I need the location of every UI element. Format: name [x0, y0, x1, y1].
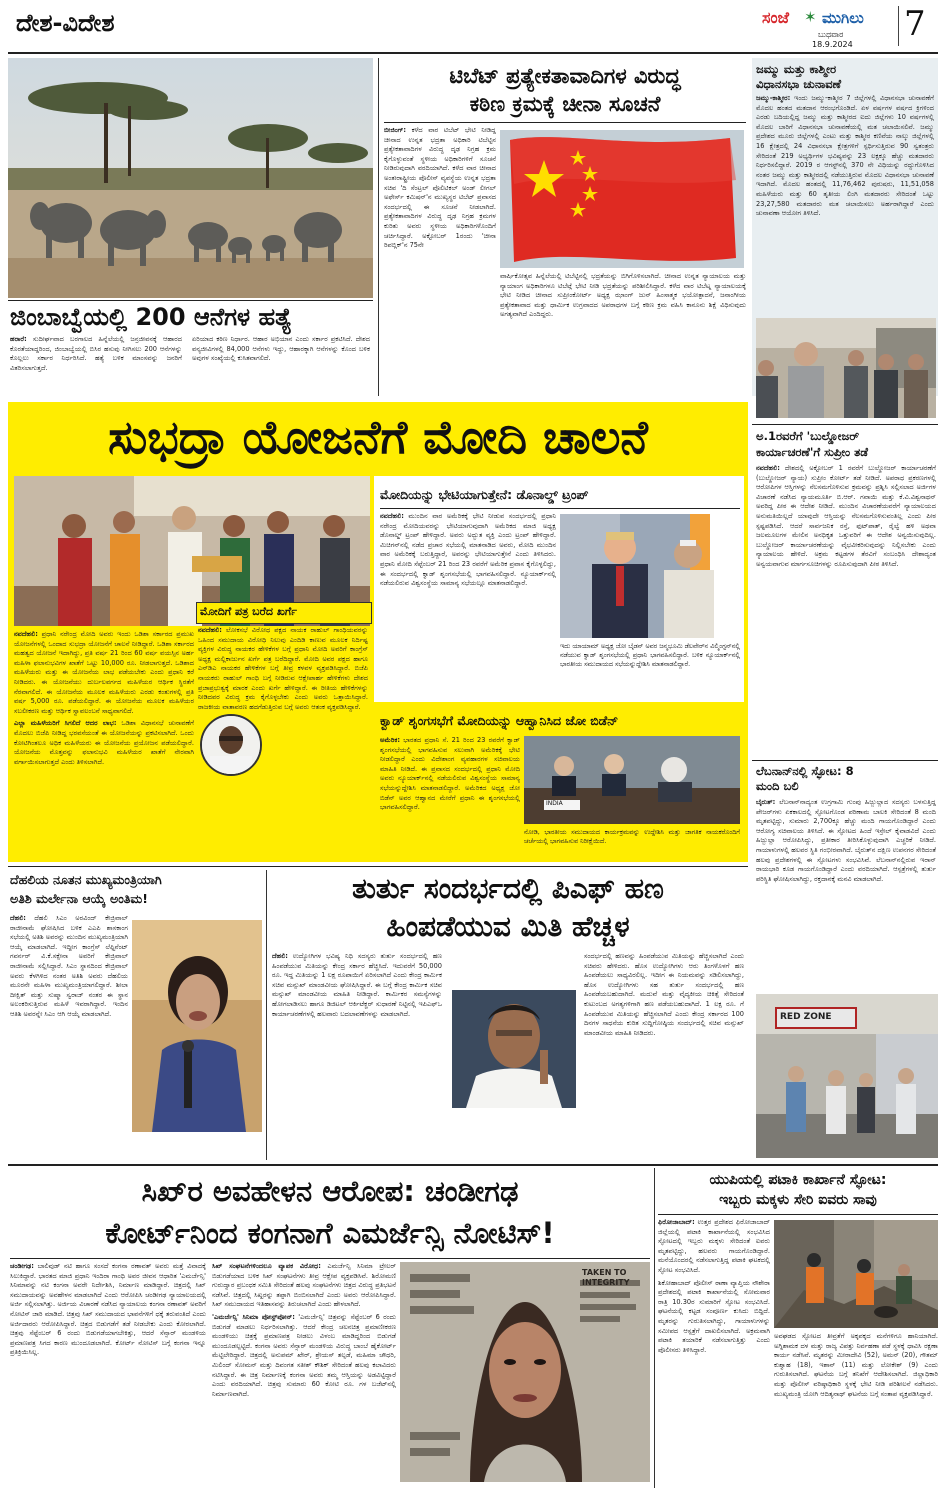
firecracker-headline-line2: ಇಬ್ಬರು ಮಕ್ಕಳು ಸೇರಿ ಐವರು ಸಾವು	[719, 1192, 877, 1208]
kashmir-headline-line1: ಜಮ್ಮು ಮತ್ತು ಕಾಶ್ಮೀರ	[756, 62, 837, 76]
kangana-text-1: ಬಾಲಿವುಡ್ ನಟಿ ಹಾಗೂ ಸಂಸದೆ ಕಂಗನಾ ರಣಾವತ್ ಅವರು ಮತ್ತೆ ವಿವಾದಕ್ಕೆ ಸಿಲುಕಿದ್ದಾರೆ. ಭಾರತದ ಮಾಜಿ ಪ್ರಧಾನಿ ಇಂದಿರಾ ಗಾಂಧಿ ಅವರ ಜೀವನ ಆಧಾರಿತ 'ಎಮರ್ಜೆನ್ಸಿ' ಸಿನಿಮಾವನ್ನು ನಟಿ ಕಂಗನಾ ಅವರೇ ನಿರ್ದೇಶಿಸಿ, ನಿರ್ಮಾಣ ಮಾಡಿದ್ದಾರೆ. ಚಿತ್ರದಲ್ಲಿ ಸಿಖ್ ಸಮುದಾಯವನ್ನು ಅವಹೇಳನ ಮಾಡಲಾಗಿದೆ ಎಂದು ಆರೋಪಿಸಿ ಚಂಡೀಗಢ ನ್ಯಾಯಾಲಯದಲ್ಲಿ ಅರ್ಜಿ ಸಲ್ಲಿಸಲಾಗಿತ್ತು. ಅರ್ಜಿಯ ವಿಚಾರಣೆ ನಡೆಸಿದ ನ್ಯಾಯಾಲಯ ಕಂಗನಾ ರಣಾವತ್ ಅವರಿಗೆ ನೋಟಿಸ್ ಜಾರಿ ಮಾಡಿದೆ. ಚಿತ್ರವು ಸಿಖ್ ಸಮುದಾಯದ ಭಾವನೆಗಳಿಗೆ ಧಕ್ಕೆ ತರುವಂತಿದೆ ಎಂದು ಅರ್ಜಿದಾರರು ಆರೋಪಿಸಿದ್ದಾರೆ. ಚಿತ್ರದ ಬಿಡುಗಡೆಗೆ ತಡೆ ನೀಡಬೇಕು ಎಂದು ಕೋರಲಾಗಿದೆ. ಚಿತ್ರವು ಸೆಪ್ಟೆಂಬರ್ 6 ರಂದು ಬಿಡುಗಡೆಯಾಗಬೇಕಿತ್ತು, ಆದರೆ ಸೆನ್ಸಾರ್ ಮಂಡಳಿಯ ಪ್ರಮಾಣಪತ್ರ ಸಿಗದ ಕಾರಣ ಮುಂದೂಡಲಾಗಿದೆ. ಕೋರ್ಟ್ ನೋಟಿಸ್ ಬಗ್ಗೆ ಕಂಗನಾ ಇನ್ನೂ ಪ್ರತಿಕ್ರಿಯಿಸಿಲ್ಲ.	[10, 1262, 206, 1357]
kangana-col2	[212, 1262, 396, 1486]
kangana-headline	[10, 1170, 650, 1254]
atishi-headline	[10, 870, 260, 908]
subhadra-subhead: ಎಲ್ಲಾ ಮಹಿಳೆಯರಿಗೆ ಸಿಗಲಿದೆ ಆದರ ಲಾಭ:	[14, 719, 117, 728]
kharge-dateline: ನವದೆಹಲಿ:	[198, 626, 222, 634]
lebanon-dateline: ಬೈರುತ್:	[756, 798, 776, 806]
bulldozer-dateline: ನವದೆಹಲಿ:	[756, 464, 780, 472]
subhadra-text: ಪ್ರಧಾನಿ ನರೇಂದ್ರ ಮೋದಿ ಅವರು ಇಂದು ಒಡಿಶಾ ಸರ್ಕಾರದ ಪ್ರಮುಖ ಯೋಜನೆಗಳಲ್ಲಿ ಒಂದಾದ ಸುಭದ್ರಾ ಯೋಜನೆಗೆ ಚಾಲನೆ ನೀಡಿದ್ದಾರೆ. ಒಡಿಶಾ ಸರ್ಕಾರದ ಮಹತ್ವದ ಯೋಜನೆ ಇದಾಗಿದ್ದು, ಪ್ರತಿ ವರ್ಷ 21 ರಿಂದ 60 ವರ್ಷ ವಯಸ್ಸಿನ ಅರ್ಹ ಮಹಿಳಾ ಫಲಾನುಭವಿಗಳ ಖಾತೆಗೆ ಒಟ್ಟು 10,000 ರೂ. ನೀಡಲಾಗುತ್ತದೆ. ಒಡಿಶಾದ ಮಹಿಳೆಯರು ಮತ್ತು ಈ ಯೋಜನೆಯ ಲಾಭ ಪಡೆಯಬೇಕು ಎಂದು ಪ್ರಧಾನಿ ಕರೆ ನೀಡಿದರು. ಈ ಯೋಜನೆಯು ದುರ್ಬಲವರ್ಗದ ಮಹಿಳೆಯರ ಆರ್ಥಿಕ ಸ್ಥಿರತೆಗೆ ನೆರವಾಗಲಿದೆ. ಈ ಯೋಜನೆಯ ಮೂಲಕ ಮಹಿಳೆಯರು ಎರಡು ಕಂತುಗಳಲ್ಲಿ ಪ್ರತಿ ವರ್ಷ 5,000 ರೂ. ಪಡೆಯಲಿದ್ದಾರೆ. ಈ ಯೋಜನೆಯ ಮೂಲಕ ಮಹಿಳೆಯರ ಸಬಲೀಕರಣ ಮತ್ತು ಆರ್ಥಿಕ ಸ್ವಾವಲಂಬನೆ ಸಾಧ್ಯವಾಗಲಿದೆ.	[14, 630, 194, 715]
subhadra-text-2: ಒಡಿಶಾ ವಿಧಾನಸಭೆ ಚುನಾವಣೆಗೆ ಮೊದಲು ಬಿಜೆಪಿ ನೀಡಿದ್ದ ಭರವಸೆಯಂತೆ ಈ ಯೋಜನೆಯನ್ನು ಪ್ರಕಟಿಸಲಾಗಿದೆ. ಒಂದು ಕೋಟಿಗಿಂತಲೂ ಅಧಿಕ ಮಹಿಳೆಯರು ಈ ಯೋಜನೆಯ ಪ್ರಯೋಜನ ಪಡೆಯಲಿದ್ದಾರೆ. ಯೋಜನೆಯ ಮೊತ್ತವನ್ನು ಫಲಾನುಭವಿ ಮಹಿಳೆಯರ ಖಾತೆಗೆ ನೇರವಾಗಿ ವರ್ಗಾಯಿಸಲಾಗುತ್ತದೆ ಎಂದು ತಿಳಿಸಲಾಗಿದೆ.	[14, 719, 194, 766]
tibet-col1	[384, 126, 496, 394]
brand-part2: ಮುಗಿಲು	[822, 9, 864, 27]
trump-text: ಮುಂದಿನ ವಾರ ಅಮೆರಿಕಕ್ಕೆ ಭೇಟಿ ನೀಡುವ ಸಂದರ್ಭದಲ್ಲಿ ಪ್ರಧಾನಿ ನರೇಂದ್ರ ಮೋದಿಯವರನ್ನು ಭೇಟಿಯಾಗುವುದಾಗಿ ಅಮೆರಿಕದ ಮಾಜಿ ಅಧ್ಯಕ್ಷ ಡೊನಾಲ್ಡ್ ಟ್ರಂಪ್ ಹೇಳಿದ್ದಾರೆ. ಅವರು ಅದ್ಭುತ ವ್ಯಕ್ತಿ ಎಂದು ಟ್ರಂಪ್ ಹೇಳಿದ್ದಾರೆ. ಮಿಚಿಗನ್‌ನಲ್ಲಿ ನಡೆದ ಪ್ರಚಾರ ಸಭೆಯಲ್ಲಿ ಮಾತನಾಡಿದ ಅವರು, ಮೋದಿ ಮುಂದಿನ ವಾರ ಅಮೆರಿಕಕ್ಕೆ ಬರುತ್ತಿದ್ದಾರೆ, ಅವರನ್ನು ಭೇಟಿಯಾಗುತ್ತೇನೆ ಎಂದು ತಿಳಿಸಿದರು. ಪ್ರಧಾನಿ ಮೋದಿ ಸೆಪ್ಟೆಂಬರ್ 21 ರಿಂದ 23 ರವರೆಗೆ ಅಮೆರಿಕ ಪ್ರವಾಸ ಕೈಗೊಳ್ಳಲಿದ್ದು, ಈ ಸಂದರ್ಭದಲ್ಲಿ ಕ್ವಾಡ್ ಶೃಂಗಸಭೆಯಲ್ಲಿ ಭಾಗವಹಿಸಲಿದ್ದಾರೆ. ನ್ಯೂಯಾರ್ಕ್‌ನಲ್ಲಿ ನಡೆಯಲಿರುವ ವಿಶ್ವಸಂಸ್ಥೆಯ ಸಾಮಾನ್ಯ ಸಭೆಯಲ್ಲೂ ಮಾತನಾಡಲಿದ್ದಾರೆ.	[380, 512, 556, 588]
red-zone-sign: RED ZONE	[780, 1012, 832, 1022]
subhadra-col1	[14, 630, 194, 858]
bulldozer-headline-line2: ಕಾರ್ಯಾಚರಣೆ'ಗೆ ಸುಪ್ರೀಂ ತಡೆ	[756, 445, 869, 459]
firecracker-headline	[658, 1170, 938, 1210]
kharge-headline: ಮೋದಿಗೆ ಪತ್ರ ಬರೆದ ಖರ್ಗೆ	[200, 605, 297, 618]
poster-text: TAKEN TO INTEGRITY	[582, 1268, 630, 1287]
biden-caption: ನೋಡಿ, ಭಾರತೀಯ ಸಮುದಾಯದ ಕಾರ್ಯಕ್ರಮವನ್ನು ಉದ್ದೇಶಿಸಿ ಮತ್ತು ಜಾಗತಿಕ ನಾಯಕರೊಂದಿಗೆ ಚರ್ಚೆಯಲ್ಲಿ ಭಾಗವಹಿಸುವ ನಿರೀಕ್ಷೆಯಿದೆ.	[524, 828, 740, 845]
trump-headline: ಮೋದಿಯನ್ನು ಭೇಟಿಯಾಗುತ್ತೇನೆ: ಡೊನಾಲ್ಡ್ ಟ್ರಂಪ್	[380, 487, 589, 502]
kangana-emergency-photo	[400, 1262, 650, 1482]
mandaviya-photo	[452, 990, 576, 1108]
pf-col2	[584, 952, 744, 1156]
pf-headline-line2: ಹಿಂಪಡೆಯುವ ಮಿತಿ ಹೆಚ್ಚಳ	[386, 910, 630, 943]
firecracker-dateline: ಫಿರೋಜಾಬಾದ್:	[658, 1218, 695, 1226]
zimbabwe-col1	[10, 335, 182, 395]
biden-dateline: ಅಮೆರಿಕ:	[380, 736, 400, 744]
india-placard: INDIA	[546, 800, 563, 807]
atishi-headline-line2: ಅತಿಶಿ ಮರ್ಲೇನಾ ಆಯ್ಕೆ ಅಂತಿಮ!	[10, 891, 149, 906]
kangana-dateline: ಚಂಡೀಗಢ:	[10, 1262, 34, 1270]
lebanon-text: ಲೆಬನಾನ್‌ನಾದ್ಯಂತ ಉಗ್ರಗಾಮಿ ಗುಂಪು ಹಿಜ್ಬುಲ್ಲಾದ ಸದಸ್ಯರು ಬಳಸುತ್ತಿದ್ದ ಪೇಜರ್‌ಗಳು ಏಕಕಾಲದಲ್ಲಿ ಸ್ಫೋಟಗೊಂಡ ಪರಿಣಾಮ ಬಾಲಕಿ ಸೇರಿದಂತೆ 8 ಮಂದಿ ಮೃತಪಟ್ಟಿದ್ದು, ಸುಮಾರು 2,700ಕ್ಕೂ ಹೆಚ್ಚು ಮಂದಿ ಗಾಯಗೊಂಡಿದ್ದಾರೆ ಎಂದು ಆರೋಗ್ಯ ಸಚಿವಾಲಯ ತಿಳಿಸಿದೆ. ಈ ಸ್ಫೋಟದ ಹಿಂದೆ ಇಸ್ರೇಲ್ ಕೈವಾಡವಿದೆ ಎಂದು ಹಿಜ್ಬುಲ್ಲಾ ಆರೋಪಿಸಿದ್ದು, ಪ್ರತೀಕಾರ ತೀರಿಸಿಕೊಳ್ಳುವುದಾಗಿ ಎಚ್ಚರಿಕೆ ನೀಡಿದೆ. ಗಾಯಾಳುಗಳಲ್ಲಿ ಹಲವರ ಸ್ಥಿತಿ ಗಂಭೀರವಾಗಿದೆ. ಬೈರುತ್‌ನ ದಕ್ಷಿಣ ಉಪನಗರ ಸೇರಿದಂತೆ ಹಲವು ಪ್ರದೇಶಗಳಲ್ಲಿ ಈ ಸ್ಫೋಟಗಳು ಸಂಭವಿಸಿವೆ. ಲೆಬನಾನ್‌ನಲ್ಲಿರುವ ಇರಾನ್ ರಾಯಭಾರಿ ಕೂಡ ಗಾಯಗೊಂಡಿದ್ದಾರೆ ಎಂದು ವರದಿಯಾಗಿದೆ. ಆಸ್ಪತ್ರೆಗಳಲ್ಲಿ ತುರ್ತು ಪರಿಸ್ಥಿತಿ ಘೋಷಿಸಲಾಗಿದ್ದು, ರಕ್ತದಾನಕ್ಕೆ ಮನವಿ ಮಾಡಲಾಗಿದೆ.	[756, 798, 936, 883]
trump-body	[380, 512, 556, 698]
firecracker-text-right: ಅವಘಡದ ಸ್ಫೋಟದ ತೀವ್ರತೆಗೆ ಅಕ್ಕಪಕ್ಕದ ಮನೆಗಳಿಗೂ ಹಾನಿಯಾಗಿದೆ. ಅಗ್ನಿಶಾಮಕ ದಳ ಮತ್ತು ರಾಜ್ಯ ವಿಪತ್ತು ನಿರ್ವಹಣಾ ಪಡೆ ಸ್ಥಳಕ್ಕೆ ಧಾವಿಸಿ ರಕ್ಷಣಾ ಕಾರ್ಯ ನಡೆಸಿವೆ. ಮೃತರನ್ನು ಮೀರಾದೇವಿ (52), ಅಮನ್ (20), ಗೌತಮ್ ಕುಶ್ವಾಹ (18), ಇಶಾನ್ (11) ಮತ್ತು ಲೋಕೇಶ್ (9) ಎಂದು ಗುರುತಿಸಲಾಗಿದೆ. ಘಟನೆಯ ಬಗ್ಗೆ ತನಿಖೆಗೆ ಆದೇಶಿಸಲಾಗಿದೆ. ಜಿಲ್ಲಾಧಿಕಾರಿ ಮತ್ತು ಪೊಲೀಸ್ ವರಿಷ್ಠಾಧಿಕಾರಿ ಸ್ಥಳಕ್ಕೆ ಭೇಟಿ ನೀಡಿ ಪರಿಶೀಲನೆ ನಡೆಸಿದರು. ಮುಖ್ಯಮಂತ್ರಿ ಯೋಗಿ ಆದಿತ್ಯನಾಥ್ ಘಟನೆಯ ಬಗ್ಗೆ ಸಂತಾಪ ವ್ಯಕ್ತಪಡಿಸಿದ್ದಾರೆ.	[774, 1332, 938, 1398]
atishi-headline-line1: ದೆಹಲಿಯ ನೂತನ ಮುಖ್ಯಮಂತ್ರಿಯಾಗಿ	[10, 872, 162, 887]
quad-meeting-photo	[524, 736, 740, 824]
tibet-col2	[500, 272, 746, 394]
biden-headline: ಕ್ವಾಡ್ ಶೃಂಗಸಭೆಗೆ ಮೋದಿಯನ್ನು ಆಹ್ವಾನಿಸಿದ ಜೋ ಬಿಡೆನ್	[380, 713, 619, 728]
pf-headline-line1: ತುರ್ತು ಸಂದರ್ಭದಲ್ಲಿ ಪಿಎಫ್ ಹಣ	[352, 872, 664, 905]
brand-part1: ಸಂಜೆ	[762, 8, 789, 27]
kashmir-headline	[756, 62, 936, 92]
kangana-text-2: ಎಮರ್ಜೆನ್ಸಿ ಸಿನಿಮಾ ಟ್ರೇಲರ್ ಬಿಡುಗಡೆಯಾದ ಬಳಿಕ ಸಿಖ್ ಸಂಘಟನೆಗಳು ತೀವ್ರ ಆಕ್ಷೇಪ ವ್ಯಕ್ತಪಡಿಸಿವೆ. ಶಿರೋಮಣಿ ಗುರುದ್ವಾರ ಪ್ರಬಂಧಕ ಸಮಿತಿ ಸೇರಿದಂತೆ ಹಲವು ಸಂಘಟನೆಗಳು ಚಿತ್ರದ ವಿರುದ್ಧ ಪ್ರತಿಭಟನೆ ನಡೆಸಿವೆ. ಚಿತ್ರದಲ್ಲಿ ಸಿಖ್ಖರನ್ನು ತಪ್ಪಾಗಿ ಬಿಂಬಿಸಲಾಗಿದೆ ಎಂದು ಅವರು ಆರೋಪಿಸಿದ್ದಾರೆ. ಸಿಖ್ ಸಮುದಾಯದ ಇತಿಹಾಸವನ್ನು ತಿರುಚಲಾಗಿದೆ ಎಂದು ಹೇಳಲಾಗಿದೆ.	[212, 1262, 396, 1309]
biden-text: ಭಾರತದ ಪ್ರಧಾನಿ ಸೆ. 21 ರಿಂದ 23 ರವರೆಗೆ ಕ್ವಾಡ್ ಶೃಂಗಸಭೆಯಲ್ಲಿ ಭಾಗವಹಿಸುವ ಸಲುವಾಗಿ ಅಮೆರಿಕಕ್ಕೆ ಭೇಟಿ ನೀಡಲಿದ್ದಾರೆ ಎಂದು ವಿದೇಶಾಂಗ ವ್ಯವಹಾರಗಳ ಸಚಿವಾಲಯ ಮಾಹಿತಿ ನೀಡಿದೆ. ಈ ಪ್ರವಾಸದ ಸಂದರ್ಭದಲ್ಲಿ ಪ್ರಧಾನಿ ಮೋದಿ ಅವರು ನ್ಯೂಯಾರ್ಕ್‌ನಲ್ಲಿ ನಡೆಯಲಿರುವ ವಿಶ್ವಸಂಸ್ಥೆಯ ಸಾಮಾನ್ಯ ಸಭೆಯನ್ನುದ್ದೇಶಿಸಿ ಮಾತನಾಡಲಿದ್ದಾರೆ. ಅಮೆರಿಕದ ಅಧ್ಯಕ್ಷ ಜೋ ಬಿಡೆನ್ ಅವರ ಆಹ್ವಾನದ ಮೇರೆಗೆ ಪ್ರಧಾನಿ ಈ ಶೃಂಗಸಭೆಯಲ್ಲಿ ಭಾಗವಹಿಸಲಿದ್ದಾರೆ.	[380, 736, 520, 812]
lebanon-headline	[756, 764, 936, 794]
firecracker-rescue-photo	[774, 1220, 938, 1328]
firecracker-col2	[774, 1332, 938, 1486]
firecracker-col1	[658, 1218, 770, 1486]
masthead	[748, 6, 908, 50]
atishi-photo	[132, 920, 262, 1132]
kashmir-body	[756, 94, 934, 316]
tibet-text-1: ಕಳೆದ ವಾರ ಟಿಬೆಟ್ ಭೇಟಿ ನೀಡಿದ್ದ ಚೀನಾದ ಉನ್ನತ ಭದ್ರತಾ ಅಧಿಕಾರಿ ಟಿಬೆಟ್ಟಿನ ಪ್ರತ್ಯೇಕತಾವಾದಿಗಳ ವಿರುದ್ಧ ದೃಢ ನಿಗ್ರಹ ಕ್ರಮ ಕೈಗೊಳ್ಳುವಂತೆ ಸ್ಥಳೀಯ ಅಧಿಕಾರಿಗಳಿಗೆ ಸೂಚನೆ ನೀಡಿರುವುದಾಗಿ ವರದಿಯಾಗಿದೆ. ಕಳೆದ ವಾರ ಚೀನಾದ ಅಂತಃರಾಷ್ಟ್ರೀಯ ಪೊಲೀಸ್ ವ್ಯವಸ್ಥೆಯ ಉನ್ನತ ಭದ್ರತಾ ಸಚಿವ 'ದಿ ಸೆಂಟ್ರಲ್ ಪೊಲಿಟಿಕಲ್ ಅಂಡ್ ಲೀಗಲ್ ಅಫೇರ್ಸ್ ಕಮಿಷನ್'ನ ಮುಖ್ಯಸ್ಥರ ಟಿಬೆಟ್ ಪ್ರವಾಸದ ಸಂದರ್ಭದಲ್ಲಿ ಈ ಸೂಚನೆ ನೀಡಲಾಗಿದೆ. ಪ್ರತ್ಯೇಕತಾವಾದಿಗಳ ವಿರುದ್ಧ ದೃಢ ನಿಗ್ರಹ ಕ್ರಮಗಳ ಕುರಿತು ಅವರು ಸ್ಥಳೀಯ ಅಧಿಕಾರಿಗಳೊಂದಿಗೆ ಚರ್ಚಿಸಿದ್ದಾರೆ. ಅಕ್ಟೋಬರ್ 1ರಂದು 'ಚೀನಾ ರಿಪಬ್ಲಿಕ್'ನ 75ನೇ	[384, 126, 496, 250]
atishi-dateline: ದೆಹಲಿ:	[10, 914, 26, 922]
tibet-text-2: ವಾರ್ಷಿಕೋತ್ಸವ ಹಿನ್ನೆಲೆಯಲ್ಲಿ ಟಿಬೆಟ್ಟಿನಲ್ಲಿ ಭದ್ರತೆಯನ್ನು ಬಿಗಿಗೊಳಿಸಲಾಗಿದೆ. ಚೀನಾದ ಉನ್ನತ ನ್ಯಾಯಾಲಯ ಮತ್ತು ನ್ಯಾಯಾಂಗ ಅಧಿಕಾರಿಗಳೂ ಟಿಬೆಟ್ಗೆ ಭೇಟಿ ನೀಡಿ ಭದ್ರತೆಯನ್ನು ಪರಿಶೀಲಿಸಿದ್ದಾರೆ. ಕಳೆದ ವಾರ ಟಿಬೆಟ್ನ ನ್ಯಾಯಾಲಯಕ್ಕೆ ಭೇಟಿ ನೀಡಿದ ಚೀನಾದ ಸುಪ್ರೀಂಕೋರ್ಟ್ ಅಧ್ಯಕ್ಷ ಝಾಂಗ್ ಜುನ್ ಹಿಂಸಾತ್ಮಕ ಭಯೋತ್ಪಾದನೆ, ಜನಾಂಗೀಯ ಪ್ರತ್ಯೇಕತಾವಾದ ಮತ್ತು ಧಾರ್ಮಿಕ ಉಗ್ರವಾದದ ಅಪರಾಧಗಳ ಬಗ್ಗೆ ಕಠಿಣ ಕ್ರಮ ವಹಿಸಿ ಕಾನೂನು ಶಿಕ್ಷೆ ವಿಧಿಸುವುದು ಅಗತ್ಯವಾಗಿದೆ ಎಂದಿದ್ದರು.	[500, 272, 746, 319]
kangana-col1	[10, 1262, 206, 1486]
bulldozer-text: ದೇಶದಲ್ಲಿ ಅಕ್ಟೋಬರ್ 1 ರವರೆಗೆ ಬುಲ್ಡೋಜರ್ ಕಾರ್ಯಾಚರಣೆಗೆ (ಬುಲ್ಡೋಜರ್ ನ್ಯಾಯ) ಸುಪ್ರೀಂ ಕೋರ್ಟ್ ತಡೆ ನೀಡಿದೆ. ಅಪರಾಧ ಪ್ರಕರಣಗಳಲ್ಲಿ ಆರೋಪಿಗಳ ಆಸ್ತಿಗಳನ್ನು ನೆಲಸಮಗೊಳಿಸುವ ಕ್ರಮವನ್ನು ಪ್ರಶ್ನಿಸಿ ಸಲ್ಲಿಸಲಾದ ಅರ್ಜಿಗಳ ವಿಚಾರಣೆ ನಡೆಸಿದ ನ್ಯಾಯಮೂರ್ತಿ ಬಿ.ಆರ್. ಗವಾಯಿ ಮತ್ತು ಕೆ.ವಿ.ವಿಶ್ವನಾಥನ್ ಅವರಿದ್ದ ಪೀಠ ಈ ಆದೇಶ ನೀಡಿದೆ. ಮುಂದಿನ ವಿಚಾರಣೆಯವರೆಗೆ ನ್ಯಾಯಾಲಯದ ಅನುಮತಿಯಿಲ್ಲದೆ ಯಾವುದೇ ಆಸ್ತಿಯನ್ನು ನೆಲಸಮಗೊಳಿಸುವಂತಿಲ್ಲ ಎಂದು ಪೀಠ ಸ್ಪಷ್ಟಪಡಿಸಿದೆ. ಆದರೆ ಸಾರ್ವಜನಿಕ ರಸ್ತೆ, ಫುಟ್‌ಪಾತ್, ರೈಲ್ವೆ ಹಳಿ ಅಥವಾ ಜಲಮೂಲಗಳ ಮೇಲಿನ ಅನಧಿಕೃತ ಒತ್ತುವರಿಗೆ ಈ ಆದೇಶ ಅನ್ವಯಿಸುವುದಿಲ್ಲ. ಬುಲ್ಡೋಜರ್ ಕಾರ್ಯಾಚರಣೆಯನ್ನು ವೈಭವೀಕರಿಸುವುದನ್ನು ನಿಲ್ಲಿಸಬೇಕು ಎಂದು ನ್ಯಾಯಾಲಯ ಹೇಳಿದೆ. ಅಕ್ರಮ ಕಟ್ಟಡಗಳ ತೆರವಿಗೆ ಸಂಬಂಧಿಸಿ ದೇಶಾದ್ಯಂತ ಅನ್ವಯವಾಗುವ ಮಾರ್ಗಸೂಚಿಗಳನ್ನು ರೂಪಿಸುವುದಾಗಿ ಪೀಠ ತಿಳಿಸಿದೆ.	[756, 464, 936, 568]
tibet-headline-line2: ಕಠಿಣ ಕ್ರಮಕ್ಕೆ ಚೀನಾ ಸೂಚನೆ	[469, 92, 661, 116]
kashmir-voters-photo	[756, 318, 936, 418]
date: 18.9.2024	[812, 40, 853, 49]
pf-dateline: ದೆಹಲಿ:	[272, 952, 288, 960]
lebanon-body	[756, 798, 936, 990]
firecracker-text-top: ಉತ್ತರ ಪ್ರದೇಶದ ಫಿರೋಜಾಬಾದ್ ಜಿಲ್ಲೆಯಲ್ಲಿ ಪಟಾಕಿ ಕಾರ್ಖಾನೆಯಲ್ಲಿ ಸಂಭವಿಸಿದ ಸ್ಫೋಟದಲ್ಲಿ ಇಬ್ಬರು ಮಕ್ಕಳು ಸೇರಿದಂತೆ ಐವರು ಮೃತಪಟ್ಟಿದ್ದು, ಹಲವರು ಗಾಯಗೊಂಡಿದ್ದಾರೆ. ಮನೆಯೊಂದರಲ್ಲಿ ನಡೆಸಲಾಗುತ್ತಿದ್ದ ಪಟಾಕಿ ಘಟಕದಲ್ಲಿ ಸ್ಫೋಟ ಸಂಭವಿಸಿದೆ.	[658, 1218, 770, 1274]
china-flag-photo	[500, 130, 744, 268]
trump-modi-photo	[560, 514, 740, 638]
kashmir-headline-line2: ವಿಧಾನಸಭಾ ಚುನಾವಣೆ	[756, 77, 842, 91]
zimbabwe-text-1: ಸುದೀರ್ಘವಾದ ಬರಗಾಲದ ಹಿನ್ನೆಲೆಯಲ್ಲಿ ಜನ್ರಜೀವನಕ್ಕೆ ಆಹಾರದ ಕೊರತೆಯಾದ್ದರಿಂದ, ಜಿಂಬಾಬ್ವೆಯಲ್ಲಿ ಬಿಸಿರ ಹಸುವು ನೀಗಿಸಲು 200 ಆನೆಗಳನ್ನು ಕೊಲ್ಲಲು ಸರ್ಕಾರ ನಿರ್ಧರಿಸಿದೆ. ಹತ್ಯೆ ಬಳಿಕ ಮಾಂಸವನ್ನು ಜನರಿಗೆ ವಿತರಿಸಲಾಗುತ್ತದೆ.	[10, 335, 182, 372]
zimbabwe-text-2: ಏರಿಯಾದ ಕಠಿಣ ನಿರ್ಧಾರ. ಆಹಾರ ಅಭಿಯಾನ ಎಂದು ಸರ್ಕಾರ ಪ್ರಕಟಿಸಿದೆ. ದೇಶದ ವನ್ಯಜೀವಿಗಳಲ್ಲಿ 84,000 ಆನೆಗಳು ಇದ್ದು, ಆಹಾರಕ್ಕಾಗಿ ಆನೆಗಳನ್ನು ಕೊಂದ ಬಳಿಕ ಅವುಗಳ ಸಂಖ್ಯೆಯಲ್ಲಿ ಕುಸಿತವಾಗಲಿದೆ.	[192, 335, 370, 363]
tibet-dateline: ಬೀಜಿಂಗ್:	[384, 126, 407, 134]
palm-icon: ✶	[804, 8, 817, 26]
kharge-text: ಲೋಕಸಭೆ ವಿರೋಧ ಪಕ್ಷದ ನಾಯಕ ರಾಹುಲ್ ಗಾಂಧಿಯವರನ್ನು ಒಹಿಂದ ಸಮುದಾಯ ವಿರೋಧಿ ನಿಲುವು ಎಂದಿಡಿ ಕಾಣುವ ಮೂಲಕ ನಿರ್ದಿಷ್ಟ ವ್ಯಕ್ತಿಗಳ ವಿರುದ್ಧ ನಾಯಕರ ಹೇಳಿಕೆಗಳ ಬಗ್ಗೆ ಪ್ರಧಾನಿ ಮೋದಿ ಅವರಿಗೆ ಕಾಂಗ್ರೆಸ್ ಅಧ್ಯಕ್ಷ ಮಲ್ಲಿಕಾರ್ಜುನ ಖರ್ಗೆ ಪತ್ರ ಬರೆದಿದ್ದಾರೆ. ಮೋದಿ ಅವರ ಪಕ್ಷದ ಹಾಗೂ ಎನ್‌ಡಿಎ ನಾಯಕರ ಹೇಳಿಕೆಗಳ ಬಗ್ಗೆ ತೀವ್ರ ಕಳವಳ ವ್ಯಕ್ತಪಡಿಸಿದ್ದಾರೆ. ಬಿಜೆಪಿ ನಾಯಕರು ರಾಹುಲ್ ಗಾಂಧಿ ಬಗ್ಗೆ ನೀಡಿರುವ ಆಕ್ಷೇಪಾರ್ಹ ಹೇಳಿಕೆಗಳು ದೇಶದ ಪ್ರಜಾಪ್ರಭುತ್ವಕ್ಕೆ ಮಾರಕ ಎಂದು ಖರ್ಗೆ ಹೇಳಿದ್ದಾರೆ. ಈ ರೀತಿಯ ಹೇಳಿಕೆಗಳನ್ನು ನೀಡಿದವರ ವಿರುದ್ಧ ಕ್ರಮ ಕೈಗೊಳ್ಳಬೇಕು ಎಂದು ಅವರು ಒತ್ತಾಯಿಸಿದ್ದಾರೆ. ರಾಜಕೀಯ ವಾತಾವರಣ ಹದಗೆಡುತ್ತಿರುವ ಬಗ್ಗೆ ಅವರು ಆತಂಕ ವ್ಯಕ್ತಪಡಿಸಿದ್ದಾರೆ.	[198, 626, 368, 711]
bulldozer-body	[756, 464, 936, 754]
elephants-photo	[8, 58, 373, 298]
lebanon-headline-line2: ಮಂದಿ ಬಲಿ	[756, 779, 799, 793]
page-number: 7	[904, 4, 926, 44]
firecracker-headline-line1: ಯುಪಿಯಲ್ಲಿ ಪಟಾಕಿ ಕಾರ್ಖಾನೆ ಸ್ಫೋಟ:	[709, 1172, 887, 1188]
biden-body	[380, 736, 520, 858]
kangana-headline-line2: ಕೋರ್ಟ್‌ನಿಂದ ಕಂಗನಾಗೆ ಎಮರ್ಜೆನ್ಸಿ ನೋಟಿಸ್!	[105, 1216, 555, 1250]
kangana-subhead-2: 'ಎಮರ್ಜೆನ್ಸಿ' ಸಿನಿಮಾ ಪೋಸ್ಟ್‌ಪೋನ್:	[212, 1312, 295, 1321]
bulldozer-headline	[756, 428, 936, 460]
tibet-headline-line1: ಟಿಬೆಟ್ ಪ್ರತ್ಯೇಕತಾವಾದಿಗಳ ವಿರುದ್ಧ	[449, 64, 681, 88]
lebanon-hospital-photo	[756, 994, 938, 1158]
subhadra-dateline: ನವದೆಹಲಿ:	[14, 630, 38, 638]
zimbabwe-headline: ಜಿಂಬಾಬ್ವೆಯಲ್ಲಿ 200 ಆನೆಗಳ ಹತ್ಯೆ	[10, 303, 293, 331]
atishi-text: ದೆಹಲಿ ಸಿಎಂ ಅರವಿಂದ್ ಕೇಜ್ರಿವಾಲ್ ರಾಜೀನಾಮೆ ಘೋಷಿಸಿದ ಬಳಿಕ ಎಎಪಿ ಶಾಸಕಾಂಗ ಸಭೆಯಲ್ಲಿ ಅತಿಶಿ ಅವರನ್ನು ಮುಂದಿನ ಮುಖ್ಯಮಂತ್ರಿಯಾಗಿ ಆಯ್ಕೆ ಮಾಡಲಾಗಿದೆ. ಇದ್ದೀಗ ಕಾಂಗ್ರೆಸ್ ಲೆಫ್ಟಿನೆಂಟ್ ಗವರ್ನರ್ ವಿ.ಕೆ.ಸಕ್ಸೇನಾ ಅವರಿಗೆ ಕೇಜ್ರಿವಾಲ್ ರಾಜೀನಾಮೆ ಸಲ್ಲಿಸಿದ್ದಾರೆ. ಸಿಎಂ ಸ್ಥಾನದಿಂದ ಕೇಜ್ರಿವಾಲ್ ಅವರು ಕೆಳಗಿಳಿದ ನಂತರ ಅತಿಶಿ ಅವರು ದೆಹಲಿಯ ಮೂರನೇ ಮಹಿಳಾ ಮುಖ್ಯಮಂತ್ರಿಯಾಗಲಿದ್ದಾರೆ. ಶೀಲಾ ದೀಕ್ಷಿತ್ ಮತ್ತು ಸುಷ್ಮಾ ಸ್ವರಾಜ್ ನಂತರ ಈ ಸ್ಥಾನ ಅಲಂಕರಿಸುತ್ತಿರುವ ಮಹಿಳೆ ಇವರಾಗಿದ್ದಾರೆ. ಇಂದಿನ ಆತಿಶಿ ಅವರನ್ನೇ ಸಿಎಂ ಆಗಿ ಆಯ್ಕೆ ಮಾಡಲಾಗಿದೆ.	[10, 914, 128, 1018]
lebanon-headline-line1: ಲೆಬನಾನ್‌ನಲ್ಲಿ ಸ್ಫೋಟ: 8	[756, 764, 854, 778]
weekday: ಬುಧವಾರ	[818, 30, 844, 39]
pf-text-1: ಉದ್ಯೋಗಿಗಳ ಭವಿಷ್ಯ ನಿಧಿ ಸದಸ್ಯರು ತುರ್ತು ಸಂದರ್ಭದಲ್ಲಿ ಹಣ ಹಿಂಪಡೆಯುವ ಮಿತಿಯನ್ನು ಕೇಂದ್ರ ಸರ್ಕಾರ ಹೆಚ್ಚಿಸಿದೆ. ಇದುವರೆಗೆ 50,000 ರೂ. ಇದ್ದ ಮಿತಿಯನ್ನು 1 ಲಕ್ಷ ರೂಪಾಯಿಗೆ ಏರಿಸಲಾಗಿದೆ ಎಂದು ಕೇಂದ್ರ ಕಾರ್ಮಿಕ ಸಚಿವ ಮನ್ಸುಖ್ ಮಾಂಡವೀಯ ಘೋಷಿಸಿದ್ದಾರೆ. ಈ ಬಗ್ಗೆ ಕೇಂದ್ರ ಕಾರ್ಮಿಕ ಸಚಿವ ಮನ್ಸುಖ್ ಮಾಂಡವೀಯ ಮಾಹಿತಿ ನೀಡಿದ್ದಾರೆ. ಕಾರ್ಮಿಕರ ಸಮಸ್ಯೆಗಳನ್ನು ಹೋಗಲಾಡಿಸಲು ಹಾಗೂ ಡಿಜಿಟಲ್ ಆರ್ಕಿಟೆಕ್ಚರ್ ಸುಧಾರಣೆ ನಿಟ್ಟಿನಲ್ಲಿ ಇಪಿಎಫ್‌ಒ ಕಾರ್ಯಾಚರಣೆಗಳಲ್ಲಿ ಹಲವಾರು ಬದಲಾವಣೆಗಳನ್ನು ಮಾಡಲಾಗಿದೆ.	[272, 952, 442, 1018]
trump-dateline: ನವದೆಹಲಿ:	[380, 512, 404, 520]
kangana-text-3: 'ಎಮರ್ಜೆನ್ಸಿ' ಚಿತ್ರವನ್ನು ಸೆಪ್ಟೆಂಬರ್ 6 ರಂದು ಬಿಡುಗಡೆ ಮಾಡಲು ನಿರ್ಧರಿಸಲಾಗಿತ್ತು. ಆದರೆ ಕೇಂದ್ರ ಚಲನಚಿತ್ರ ಪ್ರಮಾಣೀಕರಣ ಮಂಡಳಿಯು ಚಿತ್ರಕ್ಕೆ ಪ್ರಮಾಣಪತ್ರ ನೀಡಲು ವಿಳಂಬ ಮಾಡಿದ್ದರಿಂದ ಬಿಡುಗಡೆ ಮುಂದೂಡಲ್ಪಟ್ಟಿದೆ. ಕಂಗನಾ ಅವರು ಸೆನ್ಸಾರ್ ಮಂಡಳಿಯ ವಿರುದ್ಧ ಬಾಂಬೆ ಹೈಕೋರ್ಟ್ ಮೆಟ್ಟಿಲೇರಿದ್ದಾರೆ. ಚಿತ್ರದಲ್ಲಿ ಅನುಪಮ್ ಖೇರ್, ಶ್ರೇಯಸ್ ತಲ್ಪಡೆ, ಮಹಿಮಾ ಚೌಧರಿ, ಮಿಲಿಂದ್ ಸೋಮನ್ ಮತ್ತು ದಿವಂಗತ ಸತೀಶ್ ಕೌಶಿಕ್ ಸೇರಿದಂತೆ ಹಲವು ಕಲಾವಿದರು ನಟಿಸಿದ್ದಾರೆ. ಈ ಚಿತ್ರ ನಿರ್ಮಾಣಕ್ಕೆ ಕಂಗನಾ ಅವರು ತಮ್ಮ ಆಸ್ತಿಯನ್ನು ಅಡವಿಟ್ಟಿದ್ದಾರೆ ಎಂದು ವರದಿಯಾಗಿದೆ. ಚಿತ್ರವು ಸುಮಾರು 60 ಕೋಟಿ ರೂ. ಗಳ ಬಜೆಟ್‌ನಲ್ಲಿ ನಿರ್ಮಾಣವಾಗಿದೆ.	[212, 1312, 396, 1398]
zimbabwe-col2	[192, 335, 370, 395]
zimbabwe-dateline: ಹರಾರೆ:	[10, 335, 27, 343]
kangana-subhead: ಸಿಖ್ ಸಂಘಟನೆಗಳಿಂದಲೂ ವ್ಯಾಪಕ ವಿರೋಧ:	[212, 1262, 321, 1270]
pf-text-2: ಸಂದರ್ಭದಲ್ಲಿ ಹಣವನ್ನು ಹಿಂಪಡೆಯುವ ಮಿತಿಯನ್ನು ಹೆಚ್ಚಿಸಲಾಗಿದೆ ಎಂದು ಸಚಿವರು ಹೇಳಿದರು. ಹೊಸ ಉದ್ಯೋಗಿಗಳು ಆರು ತಿಂಗಳೊಳಗೆ ಹಣ ಹಿಂಪಡೆಯಲು ಸಾಧ್ಯವಿರಲಿಲ್ಲ. ಇದೀಗ ಈ ನಿಯಮವನ್ನು ಸಡಿಲಿಸಲಾಗಿದ್ದು, ಹೊಸ ಉದ್ಯೋಗಿಗಳು ಸಹ ತುರ್ತು ಸಂದರ್ಭದಲ್ಲಿ ಹಣ ಹಿಂಪಡೆಯಬಹುದಾಗಿದೆ. ಮದುವೆ ಮತ್ತು ವೈದ್ಯಕೀಯ ಚಿಕಿತ್ಸೆ ಸೇರಿದಂತೆ ಕುಟುಂಬದ ಅಗತ್ಯಗಳಿಗಾಗಿ ಹಣ ಪಡೆಯಬಹುದಾಗಿದೆ. 1 ಲಕ್ಷ ರೂ. ಗೆ ಹಿಂಪಡೆಯುವ ಮಿತಿಯನ್ನು ಹೆಚ್ಚಿಸಲಾಗಿದೆ ಎಂದು ಕೇಂದ್ರ ಸರ್ಕಾರದ 100 ದಿನಗಳ ಸಾಧನೆಯ ಕುರಿತ ಸುದ್ದಿಗೋಷ್ಠಿಯ ಸಂದರ್ಭದಲ್ಲಿ ಸಚಿವ ಮನ್ಸುಖ್ ಮಾಂಡವೀಯ ಮಾಹಿತಿ ನೀಡಿದರು.	[584, 952, 744, 1037]
tibet-headline	[382, 62, 748, 118]
pf-headline	[270, 870, 746, 946]
firecracker-text-bottom: ಶಿಕೋಹಾಬಾದ್ ಪೊಲೀಸ್ ಠಾಣಾ ವ್ಯಾಪ್ತಿಯ ನೌಶೇರಾ ಪ್ರದೇಶದಲ್ಲಿ ಪಟಾಕಿ ಕಾರ್ಖಾನೆಯಲ್ಲಿ ಸೋಮವಾರ ರಾತ್ರಿ 10.30ರ ಸುಮಾರಿಗೆ ಸ್ಫೋಟ ಸಂಭವಿಸಿದೆ. ಘಟನೆಯಲ್ಲಿ ಕಟ್ಟಡ ಸಂಪೂರ್ಣ ಕುಸಿದು ಬಿದ್ದಿದೆ. ಮೃತರನ್ನು ಗುರುತಿಸಲಾಗಿದ್ದು, ಗಾಯಾಳುಗಳನ್ನು ಸಮೀಪದ ಆಸ್ಪತ್ರೆಗೆ ದಾಖಲಿಸಲಾಗಿದೆ. ಅಕ್ರಮವಾಗಿ ಪಟಾಕಿ ತಯಾರಿಕೆ ನಡೆಸಲಾಗುತ್ತಿತ್ತು ಎಂದು ಪೊಲೀಸರು ತಿಳಿಸಿದ್ದಾರೆ.	[658, 1278, 770, 1354]
bulldozer-headline-line1: ಅ.1ರವರೆಗೆ 'ಬುಲ್ಡೋಜರ್	[756, 429, 860, 443]
trump-caption: ಇದು ಯಾಯಾಮ್ ಅಧ್ಯಕ್ಷ ಜೋ ಬೈಡನ್ ಅವರ ಜನ್ಮಭೂಮಿ ಡೆಲವೇರ್‌ನ ವಿಲ್ಮಿಂಗ್ಟನ್‌ನಲ್ಲಿ ನಡೆಯುವ ಕ್ವಾಡ್ ಶೃಂಗಸಭೆಯಲ್ಲಿ ಪ್ರಧಾನಿ ಭಾಗವಹಿಸಲಿದ್ದಾರೆ. ಬಳಿಕ ನ್ಯೂಯಾರ್ಕ್‌ನಲ್ಲಿ ಭಾರತೀಯ ಸಮುದಾಯದ ಸಭೆಯನ್ನುದ್ದೇಶಿಸಿ ಮಾತನಾಡಲಿದ್ದಾರೆ.	[560, 642, 740, 668]
kashmir-text: ಇಂದು ಜಮ್ಮು-ಕಾಶ್ಮೀರ 7 ಜಿಲ್ಲೆಗಳಲ್ಲಿ ವಿಧಾನಸಭಾ ಚುನಾವಣೆಗೆ ಮೊದಲ ಹಂತದ ಮತದಾನ ಆರಂಭಗೊಂಡಿದೆ. ಏಳ ವರ್ಷಗಳ ವರ್ಷದ ಕ್ರಿಗಳಿಂದ ಎರಡು ಬದಿಯಲ್ಲಿದ್ದ ಜಮ್ಮು ಮತ್ತು ಕಾಶ್ಮೀರದ ಐದು ಜಿಲ್ಲೆಗಳು 10 ವರ್ಷಗಳಲ್ಲಿ ಮೊದಲ ಬಾರಿಗೆ ವಿಧಾನಸಭಾ ಚುನಾವಣೆಯಲ್ಲಿ ಮತ ಚಲಾಯಿಸಲಿವೆ. ಜಮ್ಮು ಪ್ರದೇಶದ ಮೂರು ಜಿಲ್ಲೆಗಳಲ್ಲಿ ಎಂಟು ಮತ್ತು ಕಾಶ್ಮೀರ ಕಣಿವೆಯ ನಾಲ್ಕು ಜಿಲ್ಲೆಗಳಲ್ಲಿ 16 ಕ್ಷೇತ್ರದಲ್ಲಿ 24 ವಿಧಾನಸಭಾ ಕ್ಷೇತ್ರಗಳಿಗೆ ಸ್ಪರ್ಧಿಸುತ್ತಿರುವ 90 ಸ್ವತಂತ್ರರು ಸೇರಿದಂತೆ 219 ಅಭ್ಯರ್ಥಿಗಳ ಭವಿಷ್ಯವನ್ನು 23 ಲಕ್ಷಕ್ಕೂ ಹೆಚ್ಚು ಮತದಾರರು ನಿರ್ಧರಿಸಲಿದ್ದಾರೆ. 2019 ರ ಆಗಸ್ಟ್‌ನಲ್ಲಿ 370 ನೇ ವಿಧಿಯನ್ನು ರದ್ದುಗೊಳಿಸಿದ ನಂತರ ಜಮ್ಮು ಮತ್ತು ಕಾಶ್ಮೀರದಲ್ಲಿ ನಡೆಯುತ್ತಿರುವ ಮೊದಲ ವಿಧಾನಸಭಾ ಚುನಾವಣೆ ಇದಾಗಿದೆ. ಮೊದಲ ಹಂತದಲ್ಲಿ 11,76,462 ಪುರುಷರು, 11,51,058 ಮಹಿಳೆಯರು ಮತ್ತು 60 ತೃತೀಯ ಲಿಂಗಿ ಮತದಾರರು ಸೇರಿದಂತೆ ಒಟ್ಟು 23,27,580 ಮತದಾರರು ಮತ ಚಲಾಯಿಸಲು ಅರ್ಹರಾಗಿದ್ದಾರೆ ಎಂದು ಚುನಾವಣಾ ಆಯೋಗ ತಿಳಿಸಿದೆ.	[756, 94, 934, 218]
kashmir-dateline: ಜಮ್ಮು-ಕಾಶ್ಮೀರ:	[756, 94, 791, 102]
kharge-portrait	[200, 714, 262, 776]
section-title: ದೇಶ-ವಿದೇಶ	[16, 9, 115, 37]
subhadra-banner: ಸುಭದ್ರಾ ಯೋಜನೆಗೆ ಮೋದಿ ಚಾಲನೆ	[108, 410, 648, 464]
pf-col1	[272, 952, 442, 1156]
atishi-body	[10, 914, 128, 1154]
kangana-headline-line1: ಸಿಖ್‌ರ ಅವಹೇಳನ ಆರೋಪ: ಚಂಡೀಗಢ	[141, 1174, 519, 1208]
